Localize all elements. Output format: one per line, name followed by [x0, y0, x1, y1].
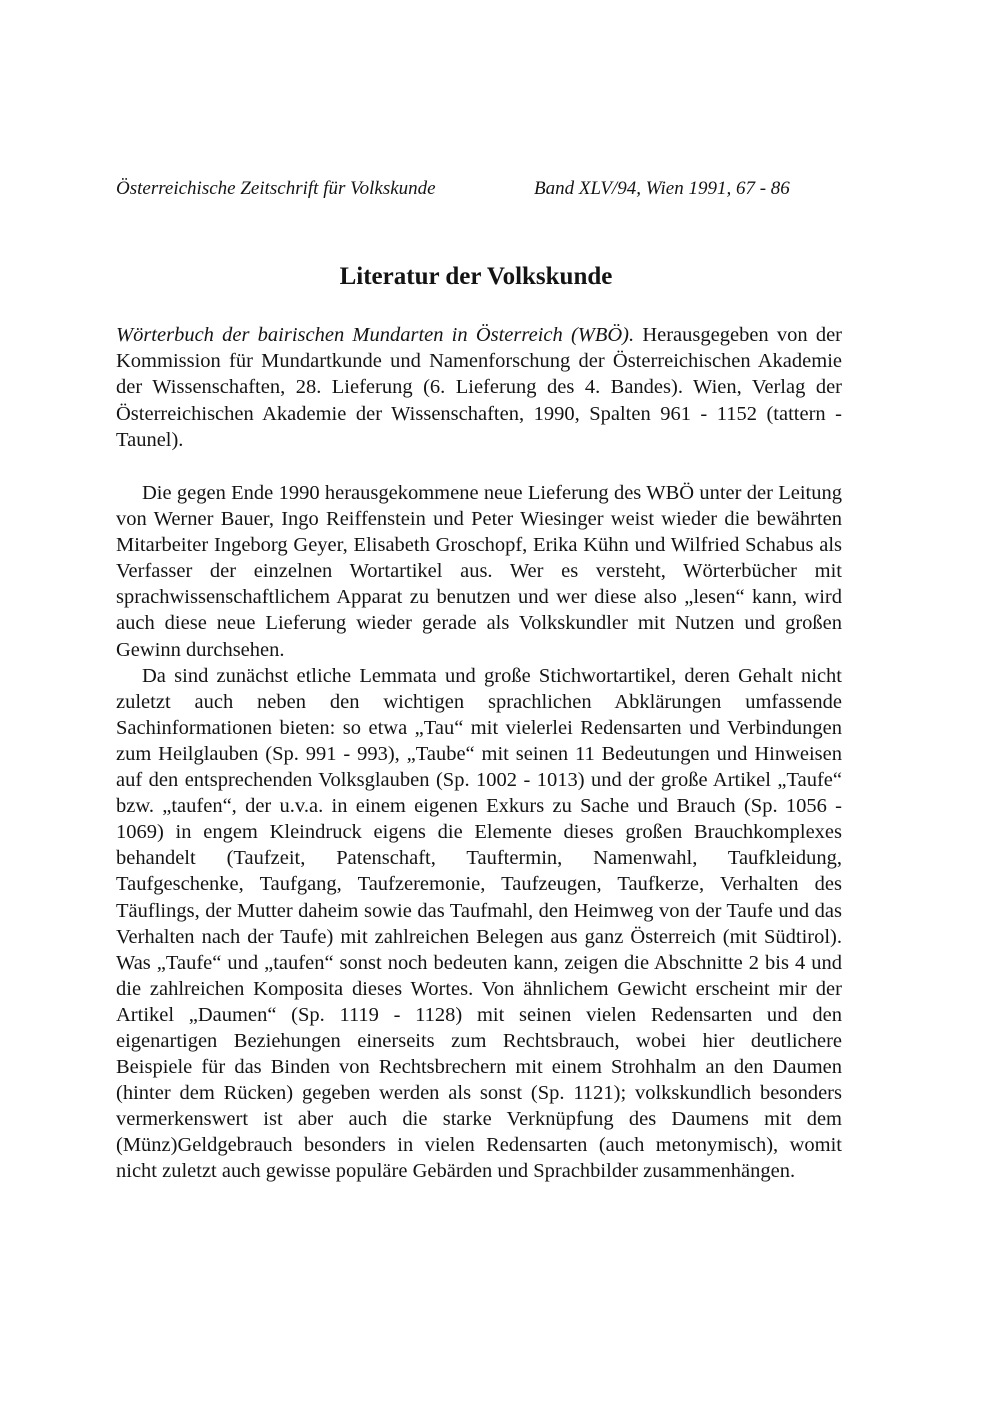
bibliographic-entry — [116, 322, 842, 453]
reviewed-work-title: Wörterbuch der bairischen Mundarten in Österreich (WBÖ). — [116, 324, 635, 346]
running-header — [116, 176, 846, 202]
journal-title: Österreichische Zeitschrift für Volkskunde — [116, 178, 436, 199]
body-paragraph: Die gegen Ende 1990 herausgekommene neue Lieferung des WBÖ unter der Leitung von Werner Bauer, Ingo Reiffenstein und Peter Wiesinger weist wieder die bewährten Mitarbeiter Ingeborg Geyer, Elisabeth Groschopf, Erika Kühn und Wilfried Schabus als Verfasser der einzelnen Wortartikel aus. Wer es versteht, Wörterbücher mit sprachwissenschaftlichem Apparat zu benutzen und wer diese also „lesen“ kann, wird auch diese neue Lieferung wieder gerade als Volkskundler mit Nutzen und großen Gewinn durchsehen. — [116, 482, 842, 661]
volume-info: Band XLV/94, Wien 1991, 67 - 86 — [534, 178, 790, 199]
section-title: Literatur der Volkskunde — [339, 263, 613, 290]
review-body — [116, 480, 842, 1185]
body-paragraph: Da sind zunächst etliche Lemmata und große Stichwortartikel, deren Gehalt nicht zuletzt auch neben den wichtigen sprachlichen Abklärungen umfassende Sachinformationen bieten: so etwa „Tau“ mit vielerlei Redensarten und Verbindungen zum Heilglauben (Sp. 991 - 993), „Taube“ mit seinen 11 Bedeutungen und Hinweisen auf den entsprechenden Volksglauben (Sp. 1002 - 1013) und der große Artikel „Taufe“ bzw. „taufen“, der u.v.a. in einem eigenen Exkurs zu Sache und Brauch (Sp. 1056 - 1069) in engem Kleindruck eigens die Elemente dieses großen Brauchkomplexes behandelt (Taufzeit, Patenschaft, Tauftermin, Namenwahl, Taufkleidung, Taufgeschenke, Taufgang, Taufzeremonie, Taufzeugen, Taufkerze, Verhalten des Täuflings, der Mutter daheim sowie das Taufmahl, den Heimweg von der Taufe und das Verhalten nach der Taufe) mit zahlreichen Belegen aus ganz Österreich (mit Südtirol). Was „Taufe“ und „taufen“ sonst noch bedeuten kann, zeigen die Abschnitte 2 bis 4 und die zahlreichen Komposita dieses Wortes. Von ähnlichem Gewicht erscheint mir der Artikel „Daumen“ (Sp. 1119 - 1128) mit seinen vielen Redensarten und den eigenartigen Beziehungen einerseits zum Rechtsbrauch, wobei hier deutlichere Beispiele für das Binden von Rechtsbrechern mit einem Strohhalm an den Daumen (hinter dem Rücken) gegeben werden als sonst (Sp. 1121); volkskundlich besonders vermerkenswert ist aber auch die starke Verknüpfung des Daumens mit dem (Münz)Geldgebrauch besonders in vielen Redensarten (auch metonymisch), womit nicht zuletzt auch gewisse populäre Gebärden und Sprachbilder zusammenhängen. — [116, 664, 842, 1183]
bibliographic-details: Herausgegeben von der Kommission für Mundartkunde und Namenforschung der Österreichischen Akademie der Wissenschaften, 28. Lieferung (6. Lieferung des 4. Bandes). Wien, Verlag der Österreichischen Akademie der Wissenschaften, 1990, Spalten 961 - 1152 (tattern - Taunel). — [116, 324, 843, 451]
